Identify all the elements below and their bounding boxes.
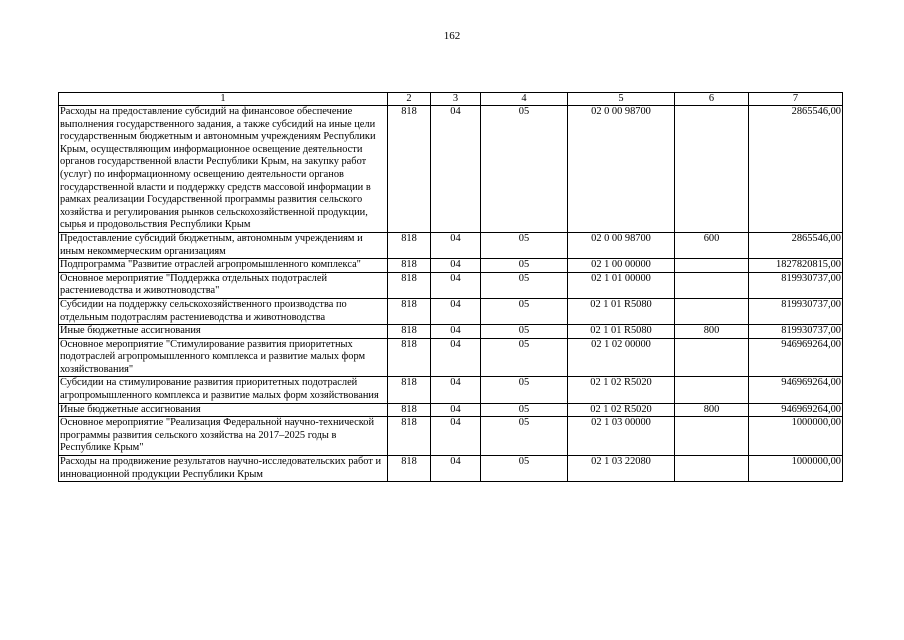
target-article-code-cell: 02 1 03 22080 <box>568 456 675 482</box>
expense-name-cell: Субсидии на стимулирование развития приоритетных подотраслей агропромышленного комплекса и развитие малых форм хозяйствования <box>59 377 388 403</box>
table-row <box>59 338 843 377</box>
amount-cell: 1000000,00 <box>749 456 843 482</box>
amount-cell: 946969264,00 <box>749 377 843 403</box>
section-code-cell: 04 <box>431 377 481 403</box>
ministry-code-cell: 818 <box>388 298 431 324</box>
ministry-code-cell: 818 <box>388 106 431 233</box>
target-article-code-cell: 02 0 00 98700 <box>568 232 675 258</box>
section-code-cell: 04 <box>431 338 481 377</box>
ministry-code-cell: 818 <box>388 232 431 258</box>
expense-type-code-cell <box>675 338 749 377</box>
expense-type-code-cell <box>675 377 749 403</box>
expense-name-cell: Иные бюджетные ассигнования <box>59 325 388 339</box>
column-header: 5 <box>568 93 675 106</box>
target-article-code-cell: 02 0 00 98700 <box>568 106 675 233</box>
subsection-code-cell: 05 <box>481 338 568 377</box>
expense-name-cell: Основное мероприятие "Стимулирование развития приоритетных подотраслей агропромышленного комплекса и развитие малых форм хозяйствования" <box>59 338 388 377</box>
amount-cell: 819930737,00 <box>749 325 843 339</box>
column-header: 7 <box>749 93 843 106</box>
section-code-cell: 04 <box>431 106 481 233</box>
expense-type-code-cell: 600 <box>675 232 749 258</box>
column-header: 2 <box>388 93 431 106</box>
subsection-code-cell: 05 <box>481 377 568 403</box>
target-article-code-cell: 02 1 01 R5080 <box>568 298 675 324</box>
target-article-code-cell: 02 1 02 R5020 <box>568 403 675 417</box>
target-article-code-cell: 02 1 01 R5080 <box>568 325 675 339</box>
expense-type-code-cell: 800 <box>675 325 749 339</box>
ministry-code-cell: 818 <box>388 377 431 403</box>
expense-name-cell: Расходы на предоставление субсидий на финансовое обеспечение выполнения государственного задания, а также субсидий на иные цели государственным бюджетным и автономным учреждениям Республики Крым, осуществляющим информационное освещение деятельности органов государственной власти Республики Крым, на закупку работ (услуг) по информационному освещению деятельности органов государственной власти и поддержку средств массовой информации в рамках реализации Государственной программы развития сельского хозяйства и регулирования рынков сельскохозяйственной продукции, сырья и продовольствия Республики Крым <box>59 106 388 233</box>
table-row <box>59 403 843 417</box>
section-code-cell: 04 <box>431 298 481 324</box>
amount-cell: 2865546,00 <box>749 232 843 258</box>
section-code-cell: 04 <box>431 417 481 456</box>
column-header: 4 <box>481 93 568 106</box>
subsection-code-cell: 05 <box>481 403 568 417</box>
column-header: 3 <box>431 93 481 106</box>
amount-cell: 819930737,00 <box>749 298 843 324</box>
column-header: 6 <box>675 93 749 106</box>
ministry-code-cell: 818 <box>388 338 431 377</box>
expense-type-code-cell <box>675 272 749 298</box>
expense-type-code-cell <box>675 298 749 324</box>
table-row <box>59 272 843 298</box>
subsection-code-cell: 05 <box>481 417 568 456</box>
table-row <box>59 298 843 324</box>
table-row <box>59 325 843 339</box>
amount-cell: 1000000,00 <box>749 417 843 456</box>
expense-type-code-cell <box>675 259 749 273</box>
subsection-code-cell: 05 <box>481 456 568 482</box>
target-article-code-cell: 02 1 02 00000 <box>568 338 675 377</box>
expense-name-cell: Расходы на продвижение результатов научно-исследовательских работ и инновационной продукции Республики Крым <box>59 456 388 482</box>
target-article-code-cell: 02 1 02 R5020 <box>568 377 675 403</box>
column-header: 1 <box>59 93 388 106</box>
expense-type-code-cell <box>675 106 749 233</box>
expense-name-cell: Подпрограмма "Развитие отраслей агропромышленного комплекса" <box>59 259 388 273</box>
section-code-cell: 04 <box>431 259 481 273</box>
amount-cell: 946969264,00 <box>749 338 843 377</box>
table-row <box>59 456 843 482</box>
amount-cell: 819930737,00 <box>749 272 843 298</box>
amount-cell: 2865546,00 <box>749 106 843 233</box>
subsection-code-cell: 05 <box>481 106 568 233</box>
section-code-cell: 04 <box>431 325 481 339</box>
section-code-cell: 04 <box>431 456 481 482</box>
ministry-code-cell: 818 <box>388 259 431 273</box>
ministry-code-cell: 818 <box>388 403 431 417</box>
amount-cell: 1827820815,00 <box>749 259 843 273</box>
expense-name-cell: Основное мероприятие "Поддержка отдельных подотраслей растениеводства и животноводства" <box>59 272 388 298</box>
page-number: 162 <box>443 30 461 42</box>
table-row <box>59 417 843 456</box>
expense-type-code-cell: 800 <box>675 403 749 417</box>
expense-type-code-cell <box>675 456 749 482</box>
ministry-code-cell: 818 <box>388 325 431 339</box>
ministry-code-cell: 818 <box>388 272 431 298</box>
expense-type-code-cell <box>675 417 749 456</box>
target-article-code-cell: 02 1 03 00000 <box>568 417 675 456</box>
amount-cell: 946969264,00 <box>749 403 843 417</box>
target-article-code-cell: 02 1 01 00000 <box>568 272 675 298</box>
section-code-cell: 04 <box>431 403 481 417</box>
expense-name-cell: Иные бюджетные ассигнования <box>59 403 388 417</box>
subsection-code-cell: 05 <box>481 298 568 324</box>
ministry-code-cell: 818 <box>388 417 431 456</box>
ministry-code-cell: 818 <box>388 456 431 482</box>
table-row <box>59 377 843 403</box>
subsection-code-cell: 05 <box>481 325 568 339</box>
section-code-cell: 04 <box>431 232 481 258</box>
expense-name-cell: Основное мероприятие "Реализация Федеральной научно-технической программы развития сельского хозяйства на 2017–2025 годы в Республике Крым" <box>59 417 388 456</box>
header-row <box>59 93 843 106</box>
budget-table <box>58 92 843 482</box>
target-article-code-cell: 02 1 00 00000 <box>568 259 675 273</box>
table-row <box>59 232 843 258</box>
section-code-cell: 04 <box>431 272 481 298</box>
expense-name-cell: Субсидии на поддержку сельскохозяйственного производства по отдельным подотраслям растениеводства и животноводства <box>59 298 388 324</box>
table-row <box>59 106 843 233</box>
subsection-code-cell: 05 <box>481 272 568 298</box>
table-row <box>59 259 843 273</box>
subsection-code-cell: 05 <box>481 259 568 273</box>
expense-name-cell: Предоставление субсидий бюджетным, автономным учреждениям и иным некоммерческим организациям <box>59 232 388 258</box>
subsection-code-cell: 05 <box>481 232 568 258</box>
